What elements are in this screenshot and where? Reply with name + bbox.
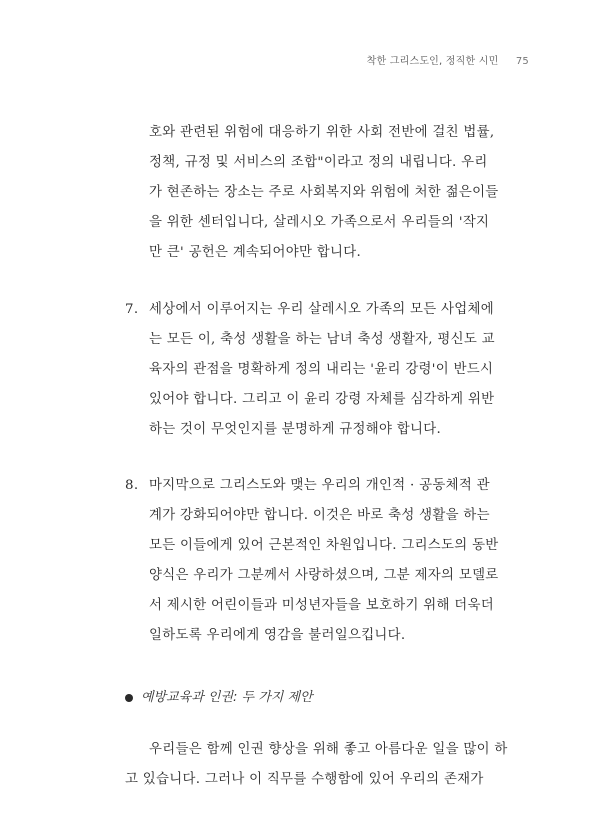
running-header (367, 52, 529, 67)
list-item-line: 모든 이들에게 있어 근본적인 차원입니다. 그리스도의 동반 (149, 538, 499, 553)
page-number: 75 (515, 56, 529, 67)
paragraph-line: 호와 관련된 위험에 대응하기 위한 사회 전반에 걸친 법률, (149, 125, 495, 140)
list-item-line: 있어야 합니다. 그리고 이 윤리 강령 자체를 심각하게 위반 (149, 392, 495, 407)
list-item-text: 마지막으로 그리스도와 맺는 우리의 개인적 · 공동체적 관 (149, 478, 490, 493)
list-item-7 (125, 300, 494, 320)
list-item-line: 는 모든 이, 축성 생활을 하는 남녀 축성 생활자, 평신도 교 (149, 332, 495, 347)
section-heading-text: 예방교육과 인권: 두 가지 제안 (141, 690, 313, 705)
list-item-number: 7. (125, 302, 139, 317)
list-item-line: 서 제시한 어린이들과 미성년자들을 보호하기 위해 더욱더 (149, 598, 494, 613)
paragraph-line: 만 큰' 공헌은 계속되어야만 합니다. (149, 245, 362, 260)
paragraph-line: 가 현존하는 장소는 주로 사회복지와 위험에 처한 젊은이들 (149, 185, 499, 200)
list-item-text: 세상에서 이루어지는 우리 살레시오 가족의 모든 사업체에 (149, 302, 494, 317)
list-item-line: 하는 것이 무엇인지를 분명하게 규정해야 합니다. (149, 422, 442, 437)
paragraph-line: 우리들은 함께 인권 향상을 위해 좋고 아름다운 일을 많이 하 (149, 742, 508, 757)
list-item-line: 계가 강화되어야만 합니다. 이것은 바로 축성 생활을 하는 (149, 508, 490, 523)
bullet-icon (125, 694, 133, 702)
paragraph-line: 을 위한 센터입니다, 살레시오 가족으로서 우리들의 '작지 (149, 215, 490, 230)
list-item-line: 육자의 관점을 명확하게 정의 내리는 '윤리 강령'이 반드시 (149, 362, 494, 377)
list-item-line: 일하도록 우리에게 영감을 불러일으킵니다. (149, 628, 406, 643)
running-header-title: 착한 그리스도인, 정직한 시민 (366, 56, 499, 67)
list-item-8 (125, 476, 490, 496)
paragraph-line: 고 있습니다. 그러나 이 직무를 수행함에 있어 우리의 존재가 (125, 772, 484, 787)
paragraph-line: 정책, 규정 및 서비스의 조합"이라고 정의 내립니다. 우리 (149, 155, 488, 170)
list-item-number: 8. (125, 478, 139, 493)
section-heading (125, 686, 313, 705)
list-item-line: 양식은 우리가 그분께서 사랑하셨으며, 그분 제자의 모델로 (149, 568, 499, 583)
